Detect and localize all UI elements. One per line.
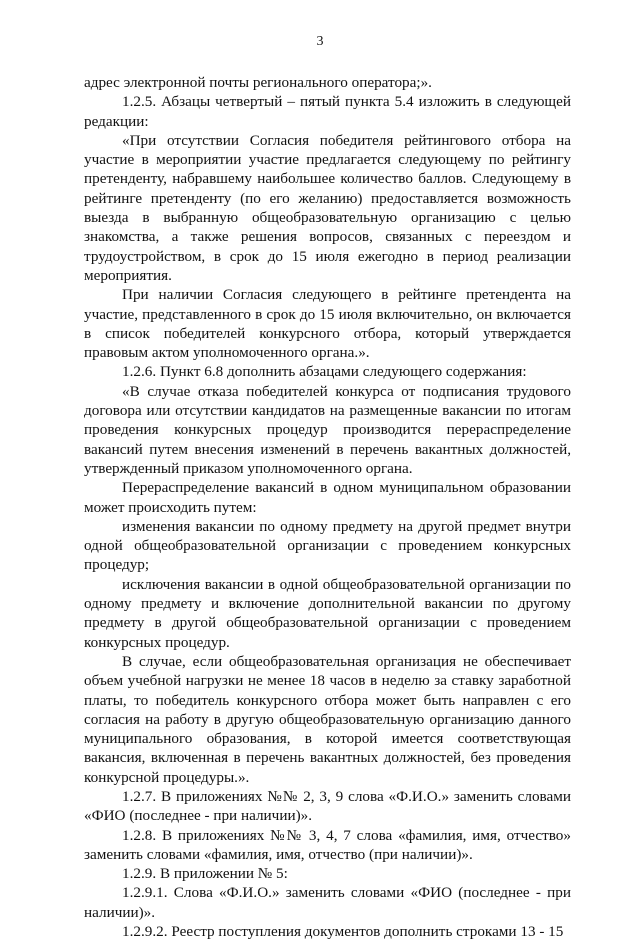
paragraph-1-2-5: 1.2.5. Абзацы четвертый – пятый пункта 5.4 изложить в следующей редакции: [84, 93, 571, 130]
paragraph-1-2-6: 1.2.6. Пункт 6.8 дополнить абзацами следующего содержания: [122, 363, 527, 381]
page-number: 3 [316, 34, 324, 49]
paragraph-1-2-9: 1.2.9. В приложении № 5: [122, 865, 288, 883]
paragraph-consent-absent: «При отсутствии Согласия победителя рейтингового отбора на участие в мероприятии участие предлагается следующему по рейтингу претенденту, набравшему наибольшее количество баллов. Следующему в рейтинге претенденту (по его желанию) предоставляется возможность выезда в выбранную общеобразовательную организацию с целью знакомства, а также решения вопросов, связанных с переездом и трудоустройством, в срок до 15 июля ежегодно в период реализации мероприятия. [84, 131, 571, 284]
paragraph-1-2-9-2: 1.2.9.2. Реестр поступления документов дополнить строками 13 - 15 [122, 923, 564, 941]
paragraph-1-2-7: 1.2.7. В приложениях №№ 2, 3, 9 слова «Ф.И.О.» заменить словами «ФИО (последнее - при наличии)». [84, 787, 571, 825]
paragraph-vacancy-change: изменения вакансии по одному предмету на другой предмет внутри одной общеобразовательной организации с проведением конкурсных процедур; [84, 517, 571, 574]
paragraph-1-2-9-1: 1.2.9.1. Слова «Ф.И.О.» заменить словами «ФИО (последнее - при наличии)». [84, 884, 571, 921]
paragraph-refusal-case: «В случае отказа победителей конкурса от подписания трудового договора или отсутствии кандидатов на размещенные вакансии по итогам проведения конкурсных процедур производится перераспределение вакансий путем внесения изменений в перечень вакантных должностей, утвержденный приказом уполномоченного органа. [84, 382, 571, 477]
paragraph-consent-present: При наличии Согласия следующего в рейтинге претендента на участие, представленного в срок до 15 июля включительно, он включается в список победителей конкурсного отбора, который утверждается правовым актом уполномоченного органа.». [84, 286, 571, 362]
paragraph-1-2-8: 1.2.8. В приложениях №№ 3, 4, 7 слова «фамилия, имя, отчество» заменить словами «фамилия, имя, отчество (при наличии)». [84, 826, 571, 863]
paragraph-operator-email: адрес электронной почты регионального оператора;». [84, 74, 432, 91]
paragraph-workload-case: В случае, если общеобразовательная организация не обеспечивает объем учебной нагрузки не менее 18 часов в неделю за ставку заработной платы, то победитель конкурсного отбора может быть направлен с его согласия на работу в другую общеобразовательную организацию данного муниципального образования, в которой имеется соответствующая вакансия, включенная в перечень вакантных должностей, без проведения конкурсной процедуры.». [84, 652, 571, 786]
paragraph-redistribution: Перераспределение вакансий в одном муниципальном образовании может происходить путем: [84, 479, 571, 516]
document-body [84, 73, 571, 941]
paragraph-vacancy-exclusion: исключения вакансии в одной общеобразовательной организации по одному предмету и включение дополнительной вакансии по другому предмету в другой общеобразовательной организации с проведением конкурсных процедур. [84, 575, 571, 651]
